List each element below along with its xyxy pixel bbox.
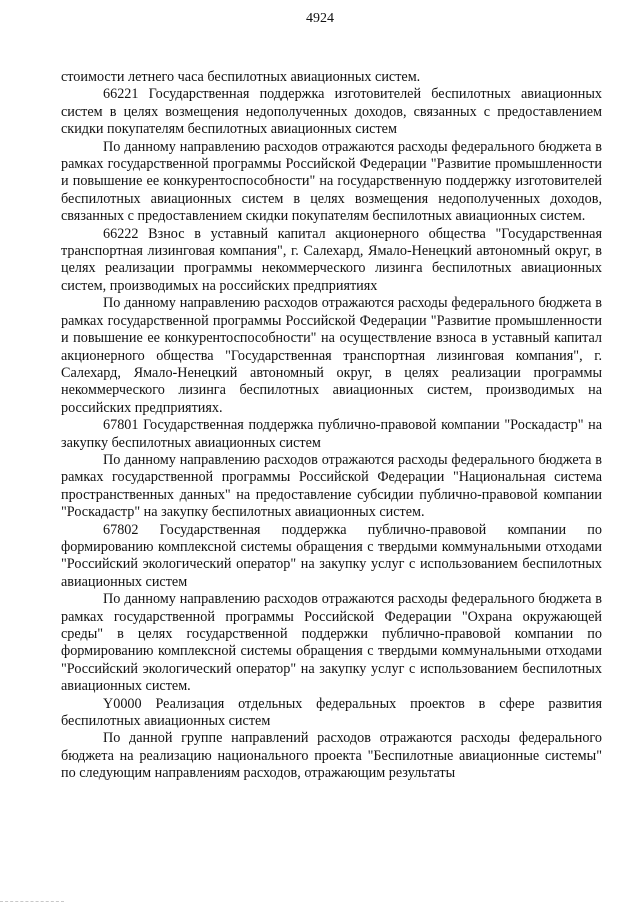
paragraph-67801-description: По данному направлению расходов отражаются расходы федерального бюджета в рамках государственной программы Российской Федерации "Национальная система пространственных данных" на предоставление субсидии публично-правовой компании "Роскадастр" на закупку беспилотных авиационных систем. bbox=[61, 451, 602, 521]
paragraph-66222-description: По данному направлению расходов отражаются расходы федерального бюджета в рамках государственной программы Российской Федерации "Развитие промышленности и повышение ее конкурентоспособности" на осуществление взноса в уставный капитал акционерного общества "Государственная транспортная лизинговая компания", г. Салехард, Ямало-Ненецкий автономный округ, в целях реализации программы некоммерческого лизинга беспилотных авиационных систем, производимых на российских предприятиях. bbox=[61, 295, 602, 416]
paragraph-67802-description: По данному направлению расходов отражаются расходы федерального бюджета в рамках государственной программы Российской Федерации "Охрана окружающей среды" в целях государственной поддержки публично-правовой компании по формированию комплексной системы обращения с твердыми коммунальными отходами "Российский экологический оператор" на закупку услуг с использованием беспилотных авиационных систем. bbox=[61, 591, 602, 695]
section-heading-67802: 67802 Государственная поддержка публично-правовой компании по формированию комплексной системы обращения с твердыми коммунальными отходами "Российский экологический оператор" на закупку услуг с использованием беспилотных авиационных систем bbox=[61, 521, 602, 590]
section-heading-66222: 66222 Взнос в уставный капитал акционерного общества "Государственная транспортная лизинговая компания", г. Салехард, Ямало-Ненецкий автономный округ, в целях реализации программы некоммерческого лизинга беспилотных авиационных систем, производимых на российских предприятиях bbox=[61, 225, 602, 294]
paragraph-continuation: стоимости летнего часа беспилотных авиационных систем. bbox=[61, 69, 421, 85]
section-heading-67801: 67801 Государственная поддержка публично-правовой компании "Роскадастр" на закупку беспилотных авиационных систем bbox=[61, 417, 602, 451]
section-heading-y0000: Y0000 Реализация отдельных федеральных проектов в сфере развития беспилотных авиационных систем bbox=[61, 695, 602, 730]
section-heading-66221: 66221 Государственная поддержка изготовителей беспилотных авиационных систем в целях возмещения недополученных доходов, связанных с предоставлением скидки покупателям беспилотных авиационных систем bbox=[61, 86, 602, 138]
page-number: 4924 bbox=[306, 11, 334, 26]
paragraph-66221-description: По данному направлению расходов отражаются расходы федерального бюджета в рамках государственной программы Российской Федерации "Развитие промышленности и повышение ее конкурентоспособности" на государственную поддержку изготовителей беспилотных авиационных систем в целях возмещения недополученных доходов, связанных с предоставлением скидки покупателям беспилотных авиационных систем. bbox=[61, 138, 602, 225]
paragraph-y0000-description: По данной группе направлений расходов отражаются расходы федерального бюджета на реализацию национального проекта "Беспилотные авиационные системы" по следующим направлениям расходов, отражающим результаты bbox=[61, 730, 602, 782]
scan-edge-mark bbox=[0, 896, 64, 902]
document-body bbox=[61, 69, 602, 783]
